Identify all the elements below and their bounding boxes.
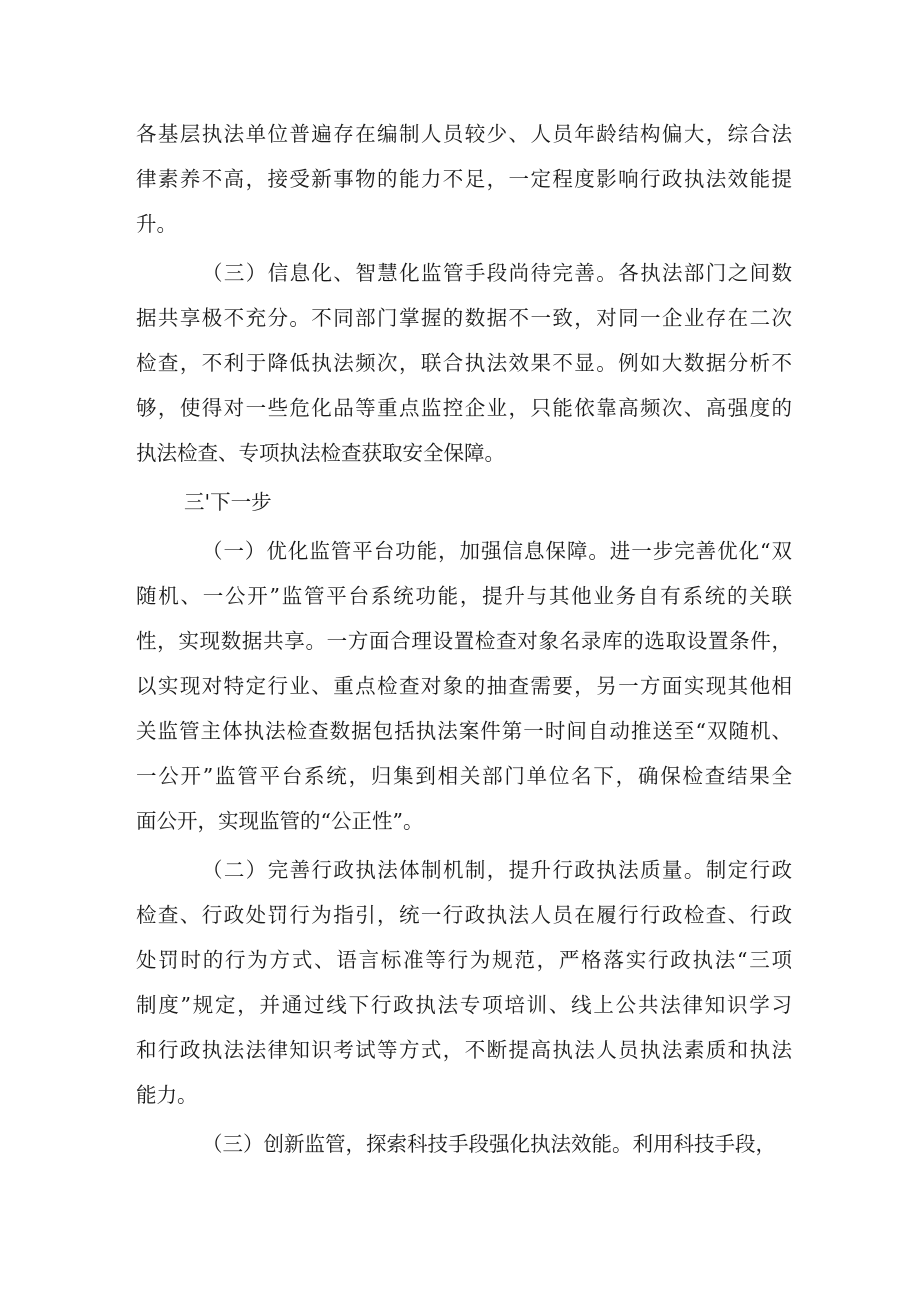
text-line: 和行政执法法律知识考试等方式，不断提高执法人员执法素质和执法 xyxy=(136,1038,792,1062)
paragraph-1 xyxy=(136,112,792,247)
text-line: 处罚时的行为方式、语言标准等行为规范，严格落实行政执法“三项 xyxy=(136,948,792,972)
text-line: 律素养不高，接受新事物的能力不足，一定程度影响行政执法效能提 xyxy=(136,167,792,191)
text-line: 各基层执法单位普遍存在编制人员较少、人员年龄结构偏大，综合法 xyxy=(136,122,792,146)
text-line: 一公开”监管平台系统，归集到相关部门单位名下，确保检查结果全 xyxy=(136,764,792,788)
text-line: 面公开，实现监管的“公正性”。 xyxy=(136,809,424,833)
paragraph-2 xyxy=(136,251,792,476)
text-line: 以实现对特定行业、重点检查对象的抽查需要，另一方面实现其他相 xyxy=(136,674,792,698)
text-line: 性，实现数据共享。一方面合理设置检查对象名录库的选取设置条件， xyxy=(136,629,792,653)
text-line: 制度”规定，并通过线下行政执法专项培训、线上公共法律知识学习 xyxy=(136,993,792,1017)
text-line: 关监管主体执法检查数据包括执法案件第一时间自动推送至“双随机、 xyxy=(136,719,792,743)
text-line: 执法检查、专项执法检查获取安全保障。 xyxy=(136,441,505,465)
section-heading xyxy=(136,480,792,525)
paragraph-4 xyxy=(136,529,792,844)
text-line: （三）创新监管，探索科技手段强化执法效能。利用科技手段， xyxy=(202,1132,776,1156)
text-line: （一）优化监管平台功能，加强信息保障。进一步完善优化“双 xyxy=(202,539,792,563)
text-line: 够，使得对一些危化品等重点监控企业，只能依靠高频次、高强度的 xyxy=(136,396,792,420)
text-line: 检查，不利于降低执法频次，联合执法效果不显。例如大数据分析不 xyxy=(136,351,792,375)
heading-text: 三'下一步 xyxy=(184,490,272,514)
text-line: 据共享极不充分。不同部门掌握的数据不一致，对同一企业存在二次 xyxy=(136,306,792,330)
paragraph-5 xyxy=(136,848,792,1118)
text-line: 随机、一公开”监管平台系统功能，提升与其他业务自有系统的关联 xyxy=(136,584,792,608)
text-line: 升。 xyxy=(136,212,177,236)
text-line: 能力。 xyxy=(136,1083,198,1107)
text-line: 检查、行政处罚行为指引，统一行政执法人员在履行行政检查、行政 xyxy=(136,903,792,927)
paragraph-6 xyxy=(136,1122,792,1167)
text-line: （三）信息化、智慧化监管手段尚待完善。各执法部门之间数 xyxy=(202,261,792,285)
document-body xyxy=(136,112,792,1171)
text-line: （二）完善行政执法体制机制，提升行政执法质量。制定行政 xyxy=(202,858,792,882)
